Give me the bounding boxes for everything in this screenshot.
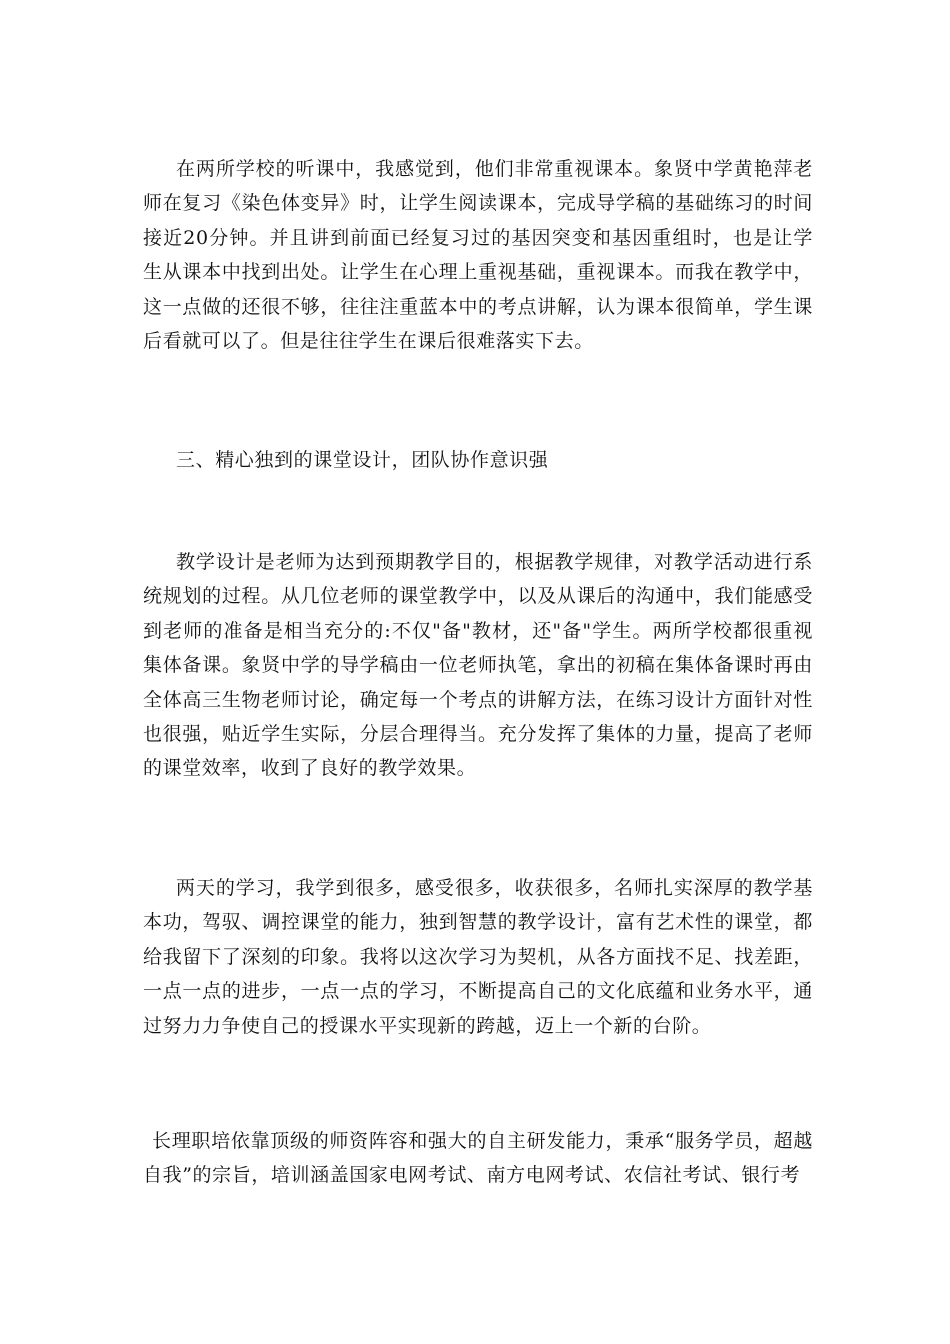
paragraph-training-promo: 长理职培依靠顶级的师资阵容和强大的自主研发能力，秉承“服务学员，超越自我”的宗旨，培训涵盖国家电网考试、南方电网考试、农信社考试、银行考 <box>143 1130 813 1187</box>
section-heading: 三、精心独到的课堂设计，团队协作意识强 <box>176 449 549 471</box>
paragraph-lesson-design: 教学设计是老师为达到预期教学目的，根据教学规律，对教学活动进行系统规划的过程。从几位老师的课堂教学中，以及从课后的沟通中，我们能感受到老师的准备是相当充分的:不仅"备"教材，还"备"学生。两所学校都很重视集体备课。象贤中学的导学稿由一位老师执笔，拿出的初稿在集体备课时再由全体高三生物老师讨论，确定每一个考点的讲解方法，在练习设计方面针对性也很强，贴近学生实际，分层合理得当。充分发挥了集体的力量，提高了老师的课堂效率，收到了良好的教学效果。 <box>143 551 813 780</box>
paragraph-listening-observations: 在两所学校的听课中，我感觉到，他们非常重视课本。象贤中学黄艳萍老师在复习《染色体变异》时，让学生阅读课本，完成导学稿的基础练习的时间接近20分钟。并且讲到前面已经复习过的基因突变和基因重组时，也是让学生从课本中找到出处。让学生在心理上重视基础，重视课本。而我在教学中，这一点做的还很不够，往往注重蓝本中的考点讲解，认为课本很简单，学生课后看就可以了。但是往往学生在课后很难落实下去。 <box>143 158 813 353</box>
paragraph-summary: 两天的学习，我学到很多，感受很多，收获很多，名师扎实深厚的教学基本功，驾驭、调控课堂的能力，独到智慧的教学设计，富有艺术性的课堂，都给我留下了深刻的印象。我将以这次学习为契机，从各方面找不足、找差距，一点一点的进步，一点一点的学习，不断提高自己的文化底蕴和业务水平，通过努力力争使自己的授课水平实现新的跨越，迈上一个新的台阶。 <box>143 877 813 1037</box>
